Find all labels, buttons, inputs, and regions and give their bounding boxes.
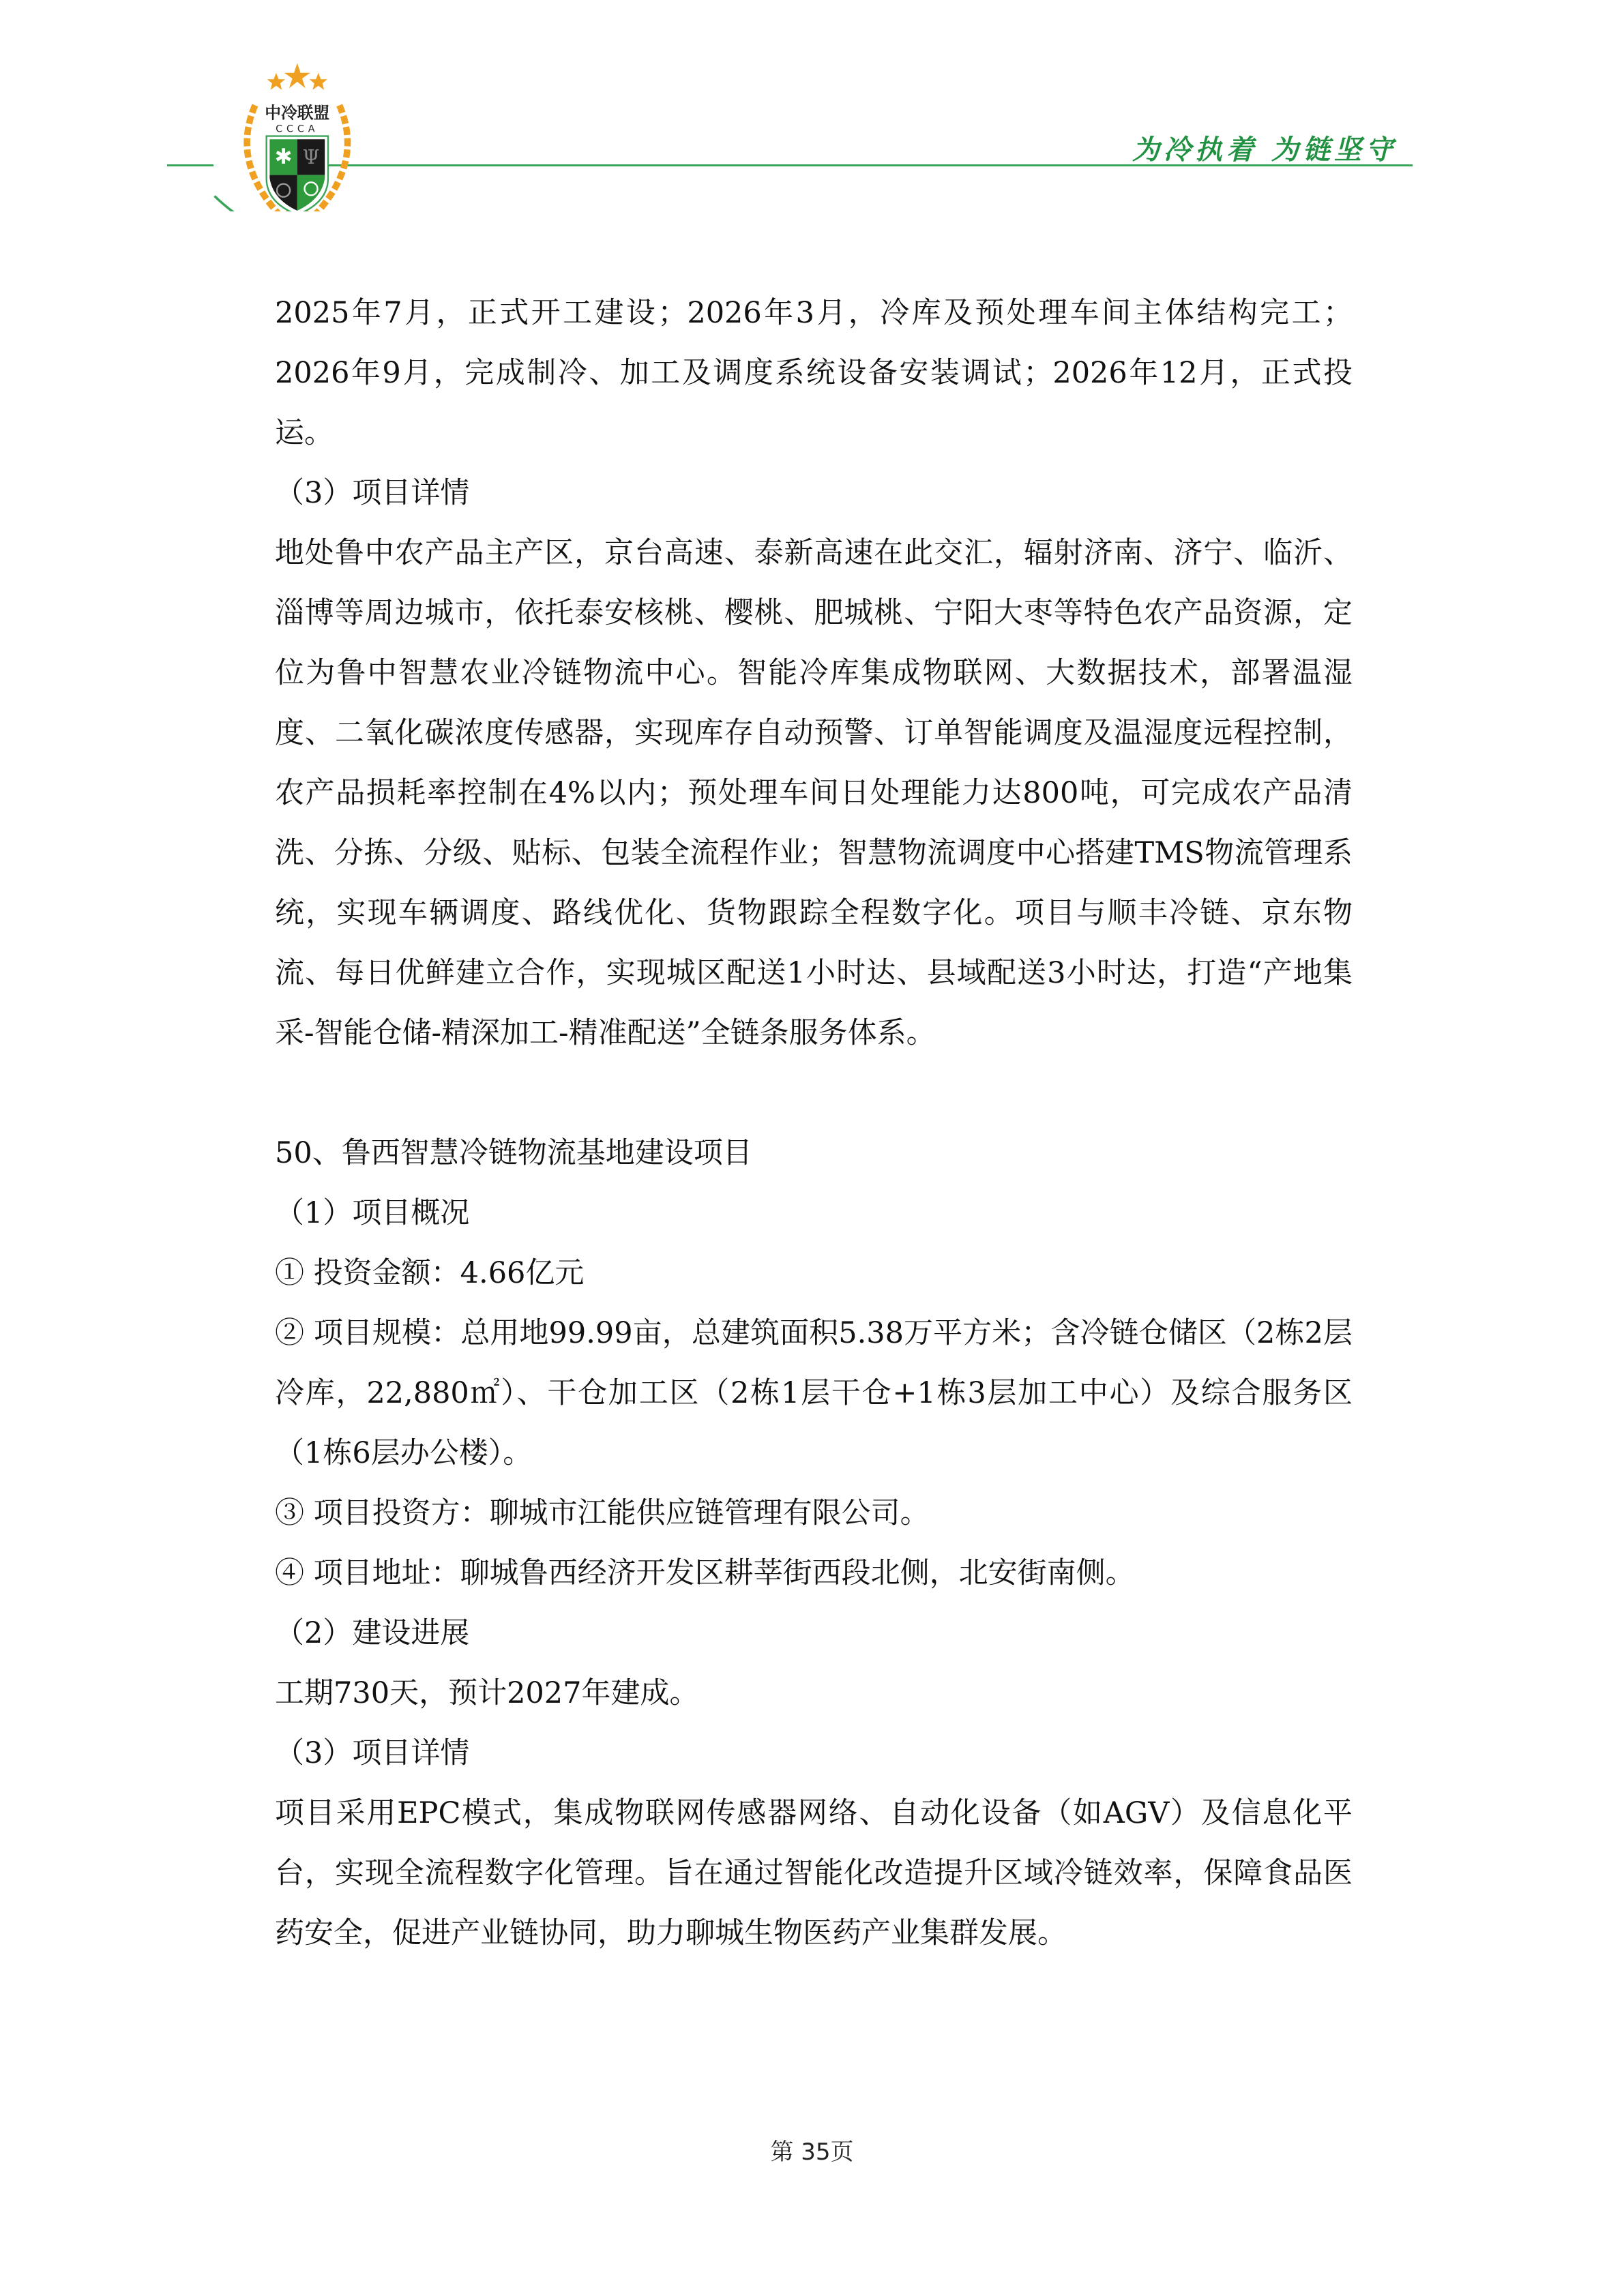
project-50-title: 50、鲁西智慧冷链物流基地建设项目 [275, 1136, 752, 1170]
project-scale-item: ② 项目规模：总用地99.99亩，总建筑面积5.38万平方米；含冷链仓储区（2栋2层冷库，22,880㎡）、干仓加工区（2栋1层干仓+1栋3层加工中心）及综合服务区（1栋6层办公楼）。 [275, 1316, 1353, 1470]
page-header [0, 0, 1624, 218]
page-number: 第 35页 [770, 2138, 854, 2166]
svg-text:中冷联盟: 中冷联盟 [265, 103, 330, 123]
ccca-shield-logo-icon [208, 48, 358, 211]
address-item: ④ 项目地址：聊城鲁西经济开发区耕莘街西段北侧，北安街南侧。 [275, 1556, 1135, 1590]
progress-paragraph: 工期730天，预计2027年建成。 [275, 1676, 699, 1710]
investor-item: ③ 项目投资方：聊城市江能供应链管理有限公司。 [275, 1496, 930, 1530]
investment-amount-item: ① 投资金额：4.66亿元 [275, 1256, 585, 1290]
svg-text:✱: ✱ [274, 144, 293, 169]
header-slogan: 为冷执着 为链坚守 [1132, 134, 1397, 166]
schedule-paragraph: 2025年7月，正式开工建设；2026年3月，冷库及预处理车间主体结构完工；2026年9月，完成制冷、加工及调度系统设备安装调试；2026年12月，正式投运。 [275, 296, 1353, 450]
header-rule-left [167, 164, 213, 166]
svg-text:CCCA: CCCA [276, 123, 319, 135]
svg-text:Ψ: Ψ [302, 145, 320, 168]
project-50-details-paragraph: 项目采用EPC模式，集成物联网传感器网络、自动化设备（如AGV）及信息化平台，实现全流程数字化管理。旨在通过智能化改造提升区域冷链效率，保障食品医药安全，促进产业链协同，助力聊城生物医药产业集群发展。 [275, 1796, 1353, 1950]
details-paragraph: 地处鲁中农产品主产区，京台高速、泰新高速在此交汇，辐射济南、济宁、临沂、淄博等周边城市，依托泰安核桃、樱桃、肥城桃、宁阳大枣等特色农产品资源，定位为鲁中智慧农业冷链物流中心。智能冷库集成物联网、大数据技术，部署温湿度、二氧化碳浓度传感器，实现库存自动预警、订单智能调度及温湿度远程控制，农产品损耗率控制在4%以内；预处理车间日处理能力达800吨，可完成农产品清洗、分拣、分级、贴标、包装全流程作业；智慧物流调度中心搭建TMS物流管理系统，实现车辆调度、路线优化、货物跟踪全程数字化。项目与顺丰冷链、京东物流、每日优鲜建立合作，实现城区配送1小时达、县域配送3小时达，打造“产地集采-智能仓储-精深加工-精准配送”全链条服务体系。 [275, 536, 1353, 1050]
overview-heading: （1）项目概况 [275, 1196, 470, 1230]
document-body [275, 283, 1353, 1963]
progress-heading: （2）建设进展 [275, 1616, 470, 1650]
details-heading: （3）项目详情 [275, 476, 470, 510]
project-50-details-heading: （3）项目详情 [275, 1736, 470, 1770]
